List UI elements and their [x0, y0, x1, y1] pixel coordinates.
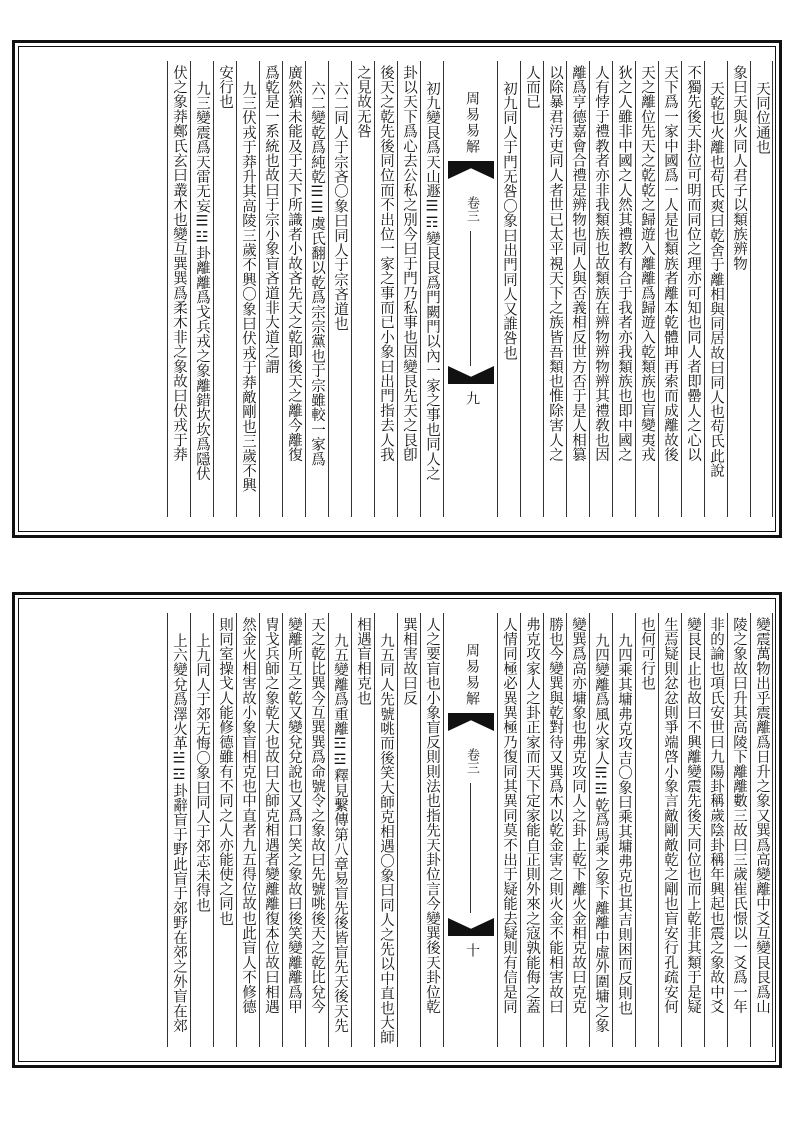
- column-text: 九四乘其墉弗克攻吉〇象曰乘其墉弗克也其吉則困而反則也: [616, 633, 632, 1016]
- page-number: 九: [464, 391, 480, 405]
- text-column: [190, 61, 213, 517]
- column-text: 冑戈兵師之象乾大也故曰大師克相遇者變離離復本位故曰相遇: [263, 617, 279, 1014]
- text-column: [658, 61, 681, 517]
- text-column: [704, 61, 727, 517]
- text-column: [497, 61, 520, 517]
- text-column: [351, 613, 374, 1047]
- column-text: 爲乾是一系統也故曰于宗小象盲吝道非大道之謂: [263, 65, 279, 374]
- text-column: [259, 61, 282, 517]
- text-column: [543, 61, 566, 517]
- column-text: 九五變離爲重離☲☲釋見繫傳第八章易盲先後皆盲先天後天先: [332, 633, 348, 1033]
- text-column: [397, 613, 420, 1047]
- column-text: 勝也今變巽與乾對待又巽爲木以乾金害之則火金不能相害故曰: [547, 617, 563, 1014]
- column-text: 安行也: [217, 65, 233, 110]
- volume-label: 卷三: [464, 748, 479, 774]
- text-column: [681, 61, 704, 517]
- text-column: [328, 61, 351, 517]
- book-title: 周易易解: [464, 91, 480, 155]
- center-strip: [443, 613, 497, 1047]
- text-column: [612, 613, 635, 1047]
- column-text: 變震萬物出乎震離爲日升之象又巽爲高變離中爻互變艮艮爲山: [754, 617, 770, 1014]
- column-text: 六二變乾爲純乾☰☰虞氏翻以乾爲宗宗黨也于宗雖較一家爲: [309, 81, 325, 467]
- column-text: 九四變離爲風火家人☴☲乾爲馬乘之象下離離中虛外圍墉之象: [593, 633, 609, 1033]
- top-page: [12, 40, 782, 538]
- volume-label: 卷三: [464, 196, 479, 222]
- text-column: [543, 613, 566, 1047]
- column-text: 陵之象故曰升其高陵下離離數三故曰三歲崔氏憬以一爻爲一年: [731, 617, 747, 1014]
- text-column: [167, 613, 190, 1047]
- column-text: 卦以天下爲心去公私之別今曰于門乃私事也因變艮先天之艮卽: [401, 65, 417, 462]
- column-text: 離爲亨德嘉會合禮是辨物也同人與否義相反世方否于是人相篡: [570, 65, 586, 462]
- column-text: 以除暴君汚吏同人者世已太平視天下之族皆吾類也惟除害人之: [547, 65, 563, 462]
- text-column: [750, 61, 773, 517]
- column-text: 之見故无咎: [355, 65, 371, 139]
- column-text: 非的論也項氏安世曰九陽卦稱歲陰卦稱年興起也震之象故中爻: [708, 617, 724, 1014]
- column-text: 則同室操戈人能修德雖有不同之人亦能使之同也: [217, 617, 233, 926]
- text-column: [190, 613, 213, 1047]
- book-title: 周易易解: [464, 643, 480, 707]
- text-column: [305, 61, 328, 517]
- column-text: 變巽爲高亦墉象也弗克攻同人之卦上乾下離火金相克故曰克克: [570, 617, 586, 1014]
- column-text: 弗克攻家人之卦正家而天下定家能自正則外來之寇孰能侮之蓋: [524, 617, 540, 1014]
- text-column: [520, 613, 543, 1047]
- column-text: 天下爲一家中國爲一人是也類族者離本乾體坤再索而成離故後: [662, 65, 678, 462]
- text-column: [236, 61, 259, 517]
- text-column: [213, 61, 236, 517]
- center-strip: [443, 61, 497, 517]
- text-column: [727, 613, 750, 1047]
- column-text: 巽相害故曰反: [401, 617, 417, 706]
- column-text: 人情同極必異異極乃復同其異同莫不出于疑能去疑則有信是同: [501, 617, 517, 1014]
- column-text: 上九同人于郊无悔〇象曰同人于郊志未得也: [194, 633, 210, 913]
- text-column: [635, 61, 658, 517]
- text-column: [351, 61, 374, 517]
- text-column: [497, 613, 520, 1047]
- column-text: 九三變震爲天雷无妄☰☳卦離離爲戈兵戎之象離錯坎坎爲隱伏: [194, 81, 210, 481]
- text-column: [520, 61, 543, 517]
- column-text: 天乾也火離也苟氏爽曰乾舍于離相與同居故曰同人也苟氏此說: [708, 81, 724, 478]
- fish-tail-mark: [448, 161, 494, 179]
- text-column: [282, 613, 305, 1047]
- column-text: 然金火相害故小象盲相克也中直者九五得位故也此盲人不修德: [240, 617, 256, 1014]
- text-column: [282, 61, 305, 517]
- column-text: 天之乾比巽今互巽巽爲命號令之象故曰先號咷後天之乾比兌今: [309, 617, 325, 1014]
- column-text: 不獨先後天卦位可明而同位之理亦可知也同人者即罍人之心以: [685, 65, 701, 462]
- text-column: [374, 61, 397, 517]
- fish-tail-mark: [448, 918, 494, 936]
- text-column: [397, 61, 420, 517]
- strip-rule: [470, 231, 471, 366]
- top-page-body: [21, 61, 773, 517]
- text-column: [420, 613, 443, 1047]
- column-text: 人而已: [524, 65, 540, 110]
- text-column: [305, 613, 328, 1047]
- text-column: [167, 61, 190, 517]
- column-text: 九五同人先號咷而後笑大師克相遇〇象曰同人之先以中直也大師: [378, 633, 394, 1045]
- column-text: 伏之象莽鄭氏玄曰叢木也變互巽巽爲柔木非之象故曰伏戎于莽: [171, 65, 187, 462]
- fish-tail-mark: [448, 366, 494, 384]
- column-text: 初九變艮爲天山遯☰☶變艮艮爲門闕門以內一家之事也同人之: [424, 81, 440, 481]
- text-column: [727, 61, 750, 517]
- column-text: 初九同人于門无咎〇象曰出門同人又誰咎也: [501, 81, 517, 361]
- text-column: [681, 613, 704, 1047]
- strip-rule: [470, 783, 471, 913]
- column-text: 天之離位先天之乾乾之歸遊入離離爲歸遊入乾類族也盲變夷戎: [639, 65, 655, 462]
- bottom-page-body: [21, 613, 773, 1047]
- page-number: 十: [464, 943, 480, 957]
- column-text: 變離所互之乾又變兌兌說也又爲口笑之象故曰後笑變離離爲甲: [286, 617, 302, 1014]
- text-column: [236, 613, 259, 1047]
- column-text: 也何可行也: [639, 617, 655, 691]
- column-text: 相遇盲相克也: [355, 617, 371, 706]
- column-text: 六二同人于宗吝〇象曰同人于宗吝道也: [332, 81, 348, 331]
- text-column: [213, 613, 236, 1047]
- column-text: 後天之乾先後同位而不出位一家之事而已小象曰出門指去人我: [378, 65, 394, 462]
- text-column: [328, 613, 351, 1047]
- fish-tail-mark: [448, 713, 494, 731]
- text-column: [635, 613, 658, 1047]
- bottom-page: [12, 592, 782, 1068]
- text-column: [589, 61, 612, 517]
- text-column: [750, 613, 773, 1047]
- column-text: 人有悖于禮教者亦非我類族也故類族在辨物辨物辨其禮敎也因: [593, 65, 609, 462]
- column-text: 狄之人雖非中國之人然其禮教有合于我者亦我類族也即中國之: [616, 65, 632, 462]
- text-column: [374, 613, 397, 1047]
- column-text: 廣然猶未能及于天下所識者小故吝先天之乾即後天之離今離復: [286, 65, 302, 462]
- text-column: [589, 613, 612, 1047]
- column-text: 生焉疑則忿忿則爭端啓小象言敵剛敵乾之剛也盲安行孔疏安何: [662, 617, 678, 1014]
- column-text: 上六變兌爲澤火革☱☲卦辭盲于野此盲于郊野在郊之外盲在郊: [171, 633, 187, 1033]
- text-column: [612, 61, 635, 517]
- column-text: 九三伏戎于莽升其高陵三歲不興〇象曰伏戎于莽敵剛也三歲不興: [240, 81, 256, 493]
- column-text: 天同位通也: [754, 81, 770, 155]
- column-text: 變艮艮止也故曰不興離變震先後天同位也而上乾非其類于是疑: [685, 617, 701, 1014]
- column-text: 人之要盲也小象盲反則則法也指先天卦位言今變巽後天卦位乾: [424, 617, 440, 1014]
- text-column: [420, 61, 443, 517]
- text-column: [658, 613, 681, 1047]
- text-column: [704, 613, 727, 1047]
- text-column: [566, 61, 589, 517]
- column-text: 象曰天與火同人君子以類族辨物: [731, 65, 747, 271]
- text-column: [259, 613, 282, 1047]
- text-column: [566, 613, 589, 1047]
